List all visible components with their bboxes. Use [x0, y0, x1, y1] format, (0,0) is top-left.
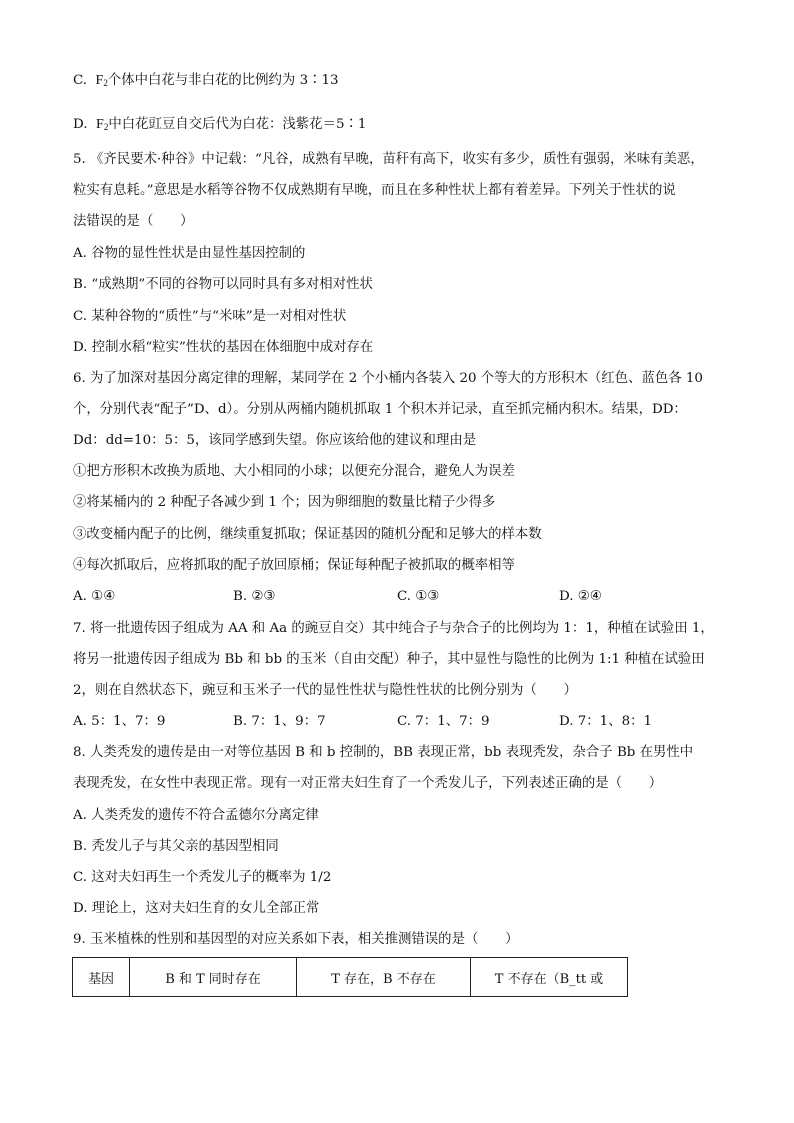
q6-item-1: ①把方形积木改换为质地、大小相同的小球；以便充分混合，避免人为误差: [73, 464, 515, 479]
q7-option-d: D. 7：1、8：1: [559, 714, 653, 729]
prev-option-d: D. $F_2$中白花豇豆自交后代为白花：浅紫花＝5∶1: [73, 117, 367, 132]
q8-stem-line-2: 表现秃发，在女性中表现正常。现有一对正常夫妇生育了一个秃发儿子，下列表述正确的是（ ）: [73, 776, 663, 791]
gene-sex-table: [72, 957, 628, 997]
q9-stem: 9. 玉米植株的性别和基因型的对应关系如下表，相关推测错误的是（ ）: [73, 932, 519, 947]
table-header-cell: 基因: [73, 958, 130, 997]
f2-symbol: $F_2$: [95, 73, 108, 88]
q5-stem-line-3: 法错误的是（ ）: [73, 214, 194, 229]
prev-option-c: C. $F_2$个体中白花与非白花的比例约为 3∶13: [73, 73, 339, 88]
q8-option-c: C. 这对夫妇再生一个秃发儿子的概率为 1/2: [73, 870, 332, 885]
q7-stem-line-2: 将另一批遗传因子组成为 Bb 和 bb 的玉米（自由交配）种子，其中显性与隐性的比例为 1:1 种植在试验田: [73, 652, 705, 667]
q8-option-a: A. 人类秃发的遗传不符合孟德尔分离定律: [73, 808, 319, 823]
table-header-cell: B 和 T 同时存在: [130, 958, 297, 997]
q6-stem-line-2: 个，分别代表“配子”D、d）。分别从两桶内随机抓取 1 个积木并记录，直至抓完桶内积木。结果，DD：: [73, 402, 687, 417]
q8-stem-line-1: 8. 人类秃发的遗传是由一对等位基因 B 和 b 控制的，BB 表现正常，bb 表现秃发，杂合子 Bb 在男性中: [73, 745, 694, 760]
q5-option-a: A. 谷物的显性性状是由显性基因控制的: [73, 246, 306, 261]
q7-option-c: C. 7：1、7：9: [397, 714, 490, 729]
table-header-cell: T 存在，B 不存在: [297, 958, 471, 997]
table-header-cell: T 不存在（B_tt 或: [471, 958, 628, 997]
q8-option-b: B. 秃发儿子与其父亲的基因型相同: [73, 839, 279, 854]
q5-stem-line-1: 5. 《齐民要术·种谷》中记载：“凡谷，成熟有早晚，苗秆有高下，收实有多少，质性有强弱，米味有美恶，: [73, 152, 704, 167]
q6-stem-line-3: Dd：dd=10：5：5，该同学感到失望。你应该给他的建议和理由是: [73, 433, 477, 448]
q5-option-c: C. 某种谷物的“质性”与“米味”是一对相对性状: [73, 309, 347, 324]
q6-stem-line-1: 6. 为了加深对基因分离定律的理解，某同学在 2 个小桶内各装入 20 个等大的方形积木（红色、蓝色各 10: [73, 371, 703, 386]
q6-option-d: D. ②④: [559, 589, 602, 604]
q7-option-a: A. 5：1、7：9: [73, 714, 166, 729]
q6-option-b: B. ②③: [233, 589, 276, 604]
q5-option-d: D. 控制水稻“粒实”性状的基因在体细胞中成对存在: [73, 340, 374, 355]
q7-option-b: B. 7：1、9：7: [233, 714, 326, 729]
table-header-row: [73, 958, 628, 997]
q6-option-a: A. ①④: [73, 589, 116, 604]
q7-stem-line-3: 2，则在自然状态下，豌豆和玉米子一代的显性性状与隐性性状的比例分别为（ ）: [73, 683, 577, 698]
q6-item-4: ④每次抓取后，应将抓取的配子放回原桶；保证每种配子被抓取的概率相等: [73, 558, 515, 573]
q5-stem-line-2: 粒实有息耗。”意思是水稻等谷物不仅成熟期有早晚，而且在多种性状上都有着差异。下列关于性状的说: [73, 183, 676, 198]
q8-option-d: D. 理论上，这对夫妇生育的女儿全部正常: [73, 901, 320, 916]
q5-option-b: B. “成熟期”不同的谷物可以同时具有多对相对性状: [73, 277, 373, 292]
q7-stem-line-1: 7. 将一批遗传因子组成为 AA 和 Aa 的豌豆自交）其中纯合子与杂合子的比例均为 1：1，种植在试验田 1，: [73, 621, 714, 636]
q6-item-2: ②将某桶内的 2 种配子各减少到 1 个；因为卵细胞的数量比精子少得多: [73, 495, 496, 510]
q6-item-3: ③改变桶内配子的比例，继续重复抓取；保证基因的随机分配和足够大的样本数: [73, 527, 542, 542]
q6-option-c: C. ①③: [397, 589, 440, 604]
f2-symbol: $F_2$: [96, 117, 109, 132]
